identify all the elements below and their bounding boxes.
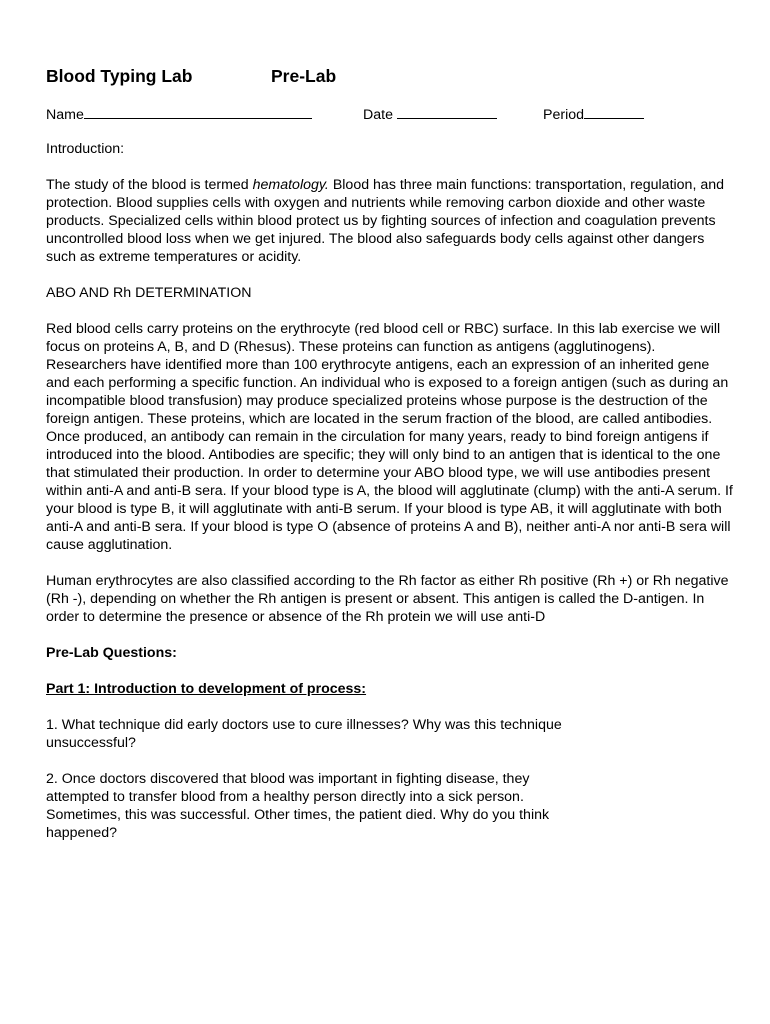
document-page bbox=[46, 64, 736, 842]
title-row bbox=[46, 64, 736, 88]
intro-text-rest: Blood has three main functions: transportation, regulation, and protection. Blood supplies cells with oxygen and nutrients while removing carbon dioxide and other waste products. Specialized cells within blood protect us by fighting sources of infection and coagulation prevents uncontrolled blood loss when we get injured. The blood also safeguards body cells against other dangers such as extreme temperatures or acidity. bbox=[46, 177, 725, 265]
rh-paragraph: Human erythrocytes are also classified according to the Rh factor as either Rh positive (Rh +) or Rh negative (Rh -), depending on whether the Rh antigen is present or absent. This antigen is called the D-antigen. In order to determine the presence or absence of the Rh protein we will use anti-D bbox=[46, 573, 729, 625]
abo-heading: ABO AND Rh DETERMINATION bbox=[46, 285, 252, 301]
question-1: 1. What technique did early doctors use to cure illnesses? Why was this technique unsuccessful? bbox=[46, 717, 562, 751]
prelab-questions-heading: Pre-Lab Questions: bbox=[46, 645, 177, 661]
period-field[interactable] bbox=[543, 104, 644, 124]
student-info-row bbox=[46, 104, 736, 122]
question-2: 2. Once doctors discovered that blood was important in fighting disease, they attempted to transfer blood from a healthy person directly into a sick person. Sometimes, this was successful. Other times, the patient died. Why do you think happened? bbox=[46, 771, 550, 841]
introduction-heading: Introduction: bbox=[46, 141, 125, 157]
part1-heading: Part 1: Introduction to development of process: bbox=[46, 681, 367, 697]
name-blank[interactable] bbox=[84, 104, 312, 119]
period-blank[interactable] bbox=[584, 104, 644, 119]
hematology-term: hematology. bbox=[252, 177, 329, 193]
date-blank[interactable] bbox=[397, 104, 497, 119]
name-label: Name bbox=[46, 107, 84, 123]
name-field[interactable] bbox=[46, 104, 312, 124]
intro-text-start: The study of the blood is termed bbox=[46, 177, 253, 193]
abo-paragraph: Red blood cells carry proteins on the erythrocyte (red blood cell or RBC) surface. In this lab exercise we will focus on proteins A, B, and D (Rhesus). These proteins can function as antigens (agglutinogens). Researchers have identified more than 100 erythrocyte antigens, each an expression of an inherited gene and each performing a specific function. An individual who is exposed to a foreign antigen (such as during an incompatible blood transfusion) may produce specialized proteins whose purpose is the destruction of the foreign antigen. These proteins, which are located in the serum fraction of the blood, are called antibodies. Once produced, an antibody can remain in the circulation for many years, ready to bind foreign antigens if introduced into the blood. Antibodies are specific; they will only bind to an antigen that is identical to the one that stimulated their production. In order to determine your ABO blood type, we will use antibodies present within anti-A and anti-B sera. If your blood type is A, the blood will agglutinate (clump) with the anti-A serum. If your blood is type B, it will agglutinate with anti-B serum. If your blood is type AB, it will agglutinate with both anti-A and anti-B sera. If your blood is type O (absence of proteins A and B), neither anti-A nor anti-B sera will cause agglutination. bbox=[46, 321, 733, 553]
period-label: Period bbox=[543, 107, 585, 123]
date-label: Date bbox=[363, 107, 393, 123]
date-field[interactable] bbox=[363, 104, 497, 124]
introduction-paragraph bbox=[46, 176, 736, 266]
document-title: Blood Typing Lab bbox=[46, 66, 193, 86]
document-subtitle: Pre-Lab bbox=[271, 66, 337, 86]
